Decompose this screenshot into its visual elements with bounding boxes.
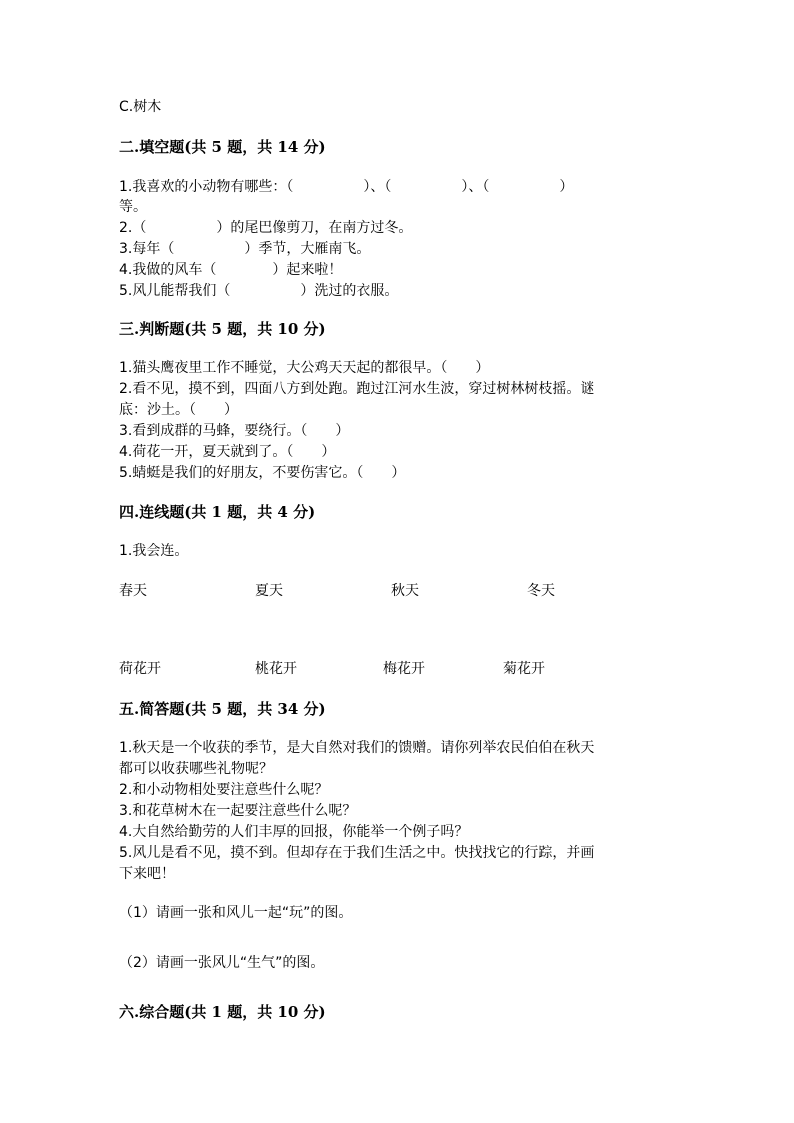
flower-chrysanthemum[interactable]: 菊花开	[503, 661, 545, 677]
short-line: 4.大自然给勤劳的人们丰厚的回报，你能举一个例子吗？	[119, 824, 469, 840]
flower-peach[interactable]: 桃花开	[255, 661, 297, 677]
short-line: 3.和花草树木在一起要注意些什么呢？	[119, 803, 357, 819]
judge-line: 1.猫头鹰夜里工作不睡觉，大公鸡天天起的都很早。（ ）	[119, 360, 490, 376]
short-line: 2.和小动物相处要注意些什么呢？	[119, 782, 329, 798]
season-winter[interactable]: 冬天	[527, 583, 555, 599]
flower-plum[interactable]: 梅花开	[383, 661, 425, 677]
section-heading-match: 四.连线题(共 1 题，共 4 分)	[119, 503, 316, 521]
section-heading-short: 五.简答题(共 5 题，共 34 分)	[119, 700, 326, 718]
judge-line: 4.荷花一开，夏天就到了。（ ）	[119, 444, 336, 460]
judge-line: 底：沙土。（ ）	[119, 402, 238, 418]
season-spring[interactable]: 春天	[119, 583, 147, 599]
fill-line: 5.风儿能帮我们（ ）洗过的衣服。	[119, 283, 399, 299]
short-line: 5.风儿是看不见，摸不到。但却存在于我们生活之中。快找找它的行踪，并画	[119, 845, 595, 861]
fill-line: 等。	[119, 199, 147, 215]
judge-line: 2.看不见，摸不到，四面八方到处跑。跑过江河水生波，穿过树林树枝摇。谜	[119, 381, 595, 397]
short-line: 下来吧！	[119, 866, 175, 882]
flower-lotus[interactable]: 荷花开	[119, 661, 161, 677]
fill-line: 2.（ ）的尾巴像剪刀，在南方过冬。	[119, 220, 413, 236]
match-prompt: 1.我会连。	[119, 543, 189, 559]
season-autumn[interactable]: 秋天	[391, 583, 419, 599]
short-sub-question-1: （1）请画一张和风儿一起“玩”的图。	[119, 905, 353, 921]
section-heading-comprehensive: 六.综合题(共 1 题，共 10 分)	[119, 1003, 326, 1021]
judge-line: 5.蜻蜓是我们的好朋友，不要伤害它。（ ）	[119, 465, 406, 481]
short-line: 1.秋天是一个收获的季节，是大自然对我们的馈赠。请你列举农民伯伯在秋天	[119, 740, 595, 756]
season-summer[interactable]: 夏天	[255, 583, 283, 599]
fill-line: 1.我喜欢的小动物有哪些：（ ）、（ ）、（ ）	[119, 179, 574, 195]
section-heading-judge: 三.判断题(共 5 题，共 10 分)	[119, 320, 326, 338]
fill-line: 3.每年（ ）季节，大雁南飞。	[119, 241, 371, 257]
option-c: C.树木	[119, 99, 162, 115]
judge-line: 3.看到成群的马蜂，要绕行。（ ）	[119, 423, 350, 439]
short-line: 都可以收获哪些礼物呢？	[119, 761, 273, 777]
short-sub-question-2: （2）请画一张风儿“生气”的图。	[119, 955, 325, 971]
section-heading-fill: 二.填空题(共 5 题，共 14 分)	[119, 138, 326, 156]
fill-line: 4.我做的风车（ ）起来啦！	[119, 262, 343, 278]
